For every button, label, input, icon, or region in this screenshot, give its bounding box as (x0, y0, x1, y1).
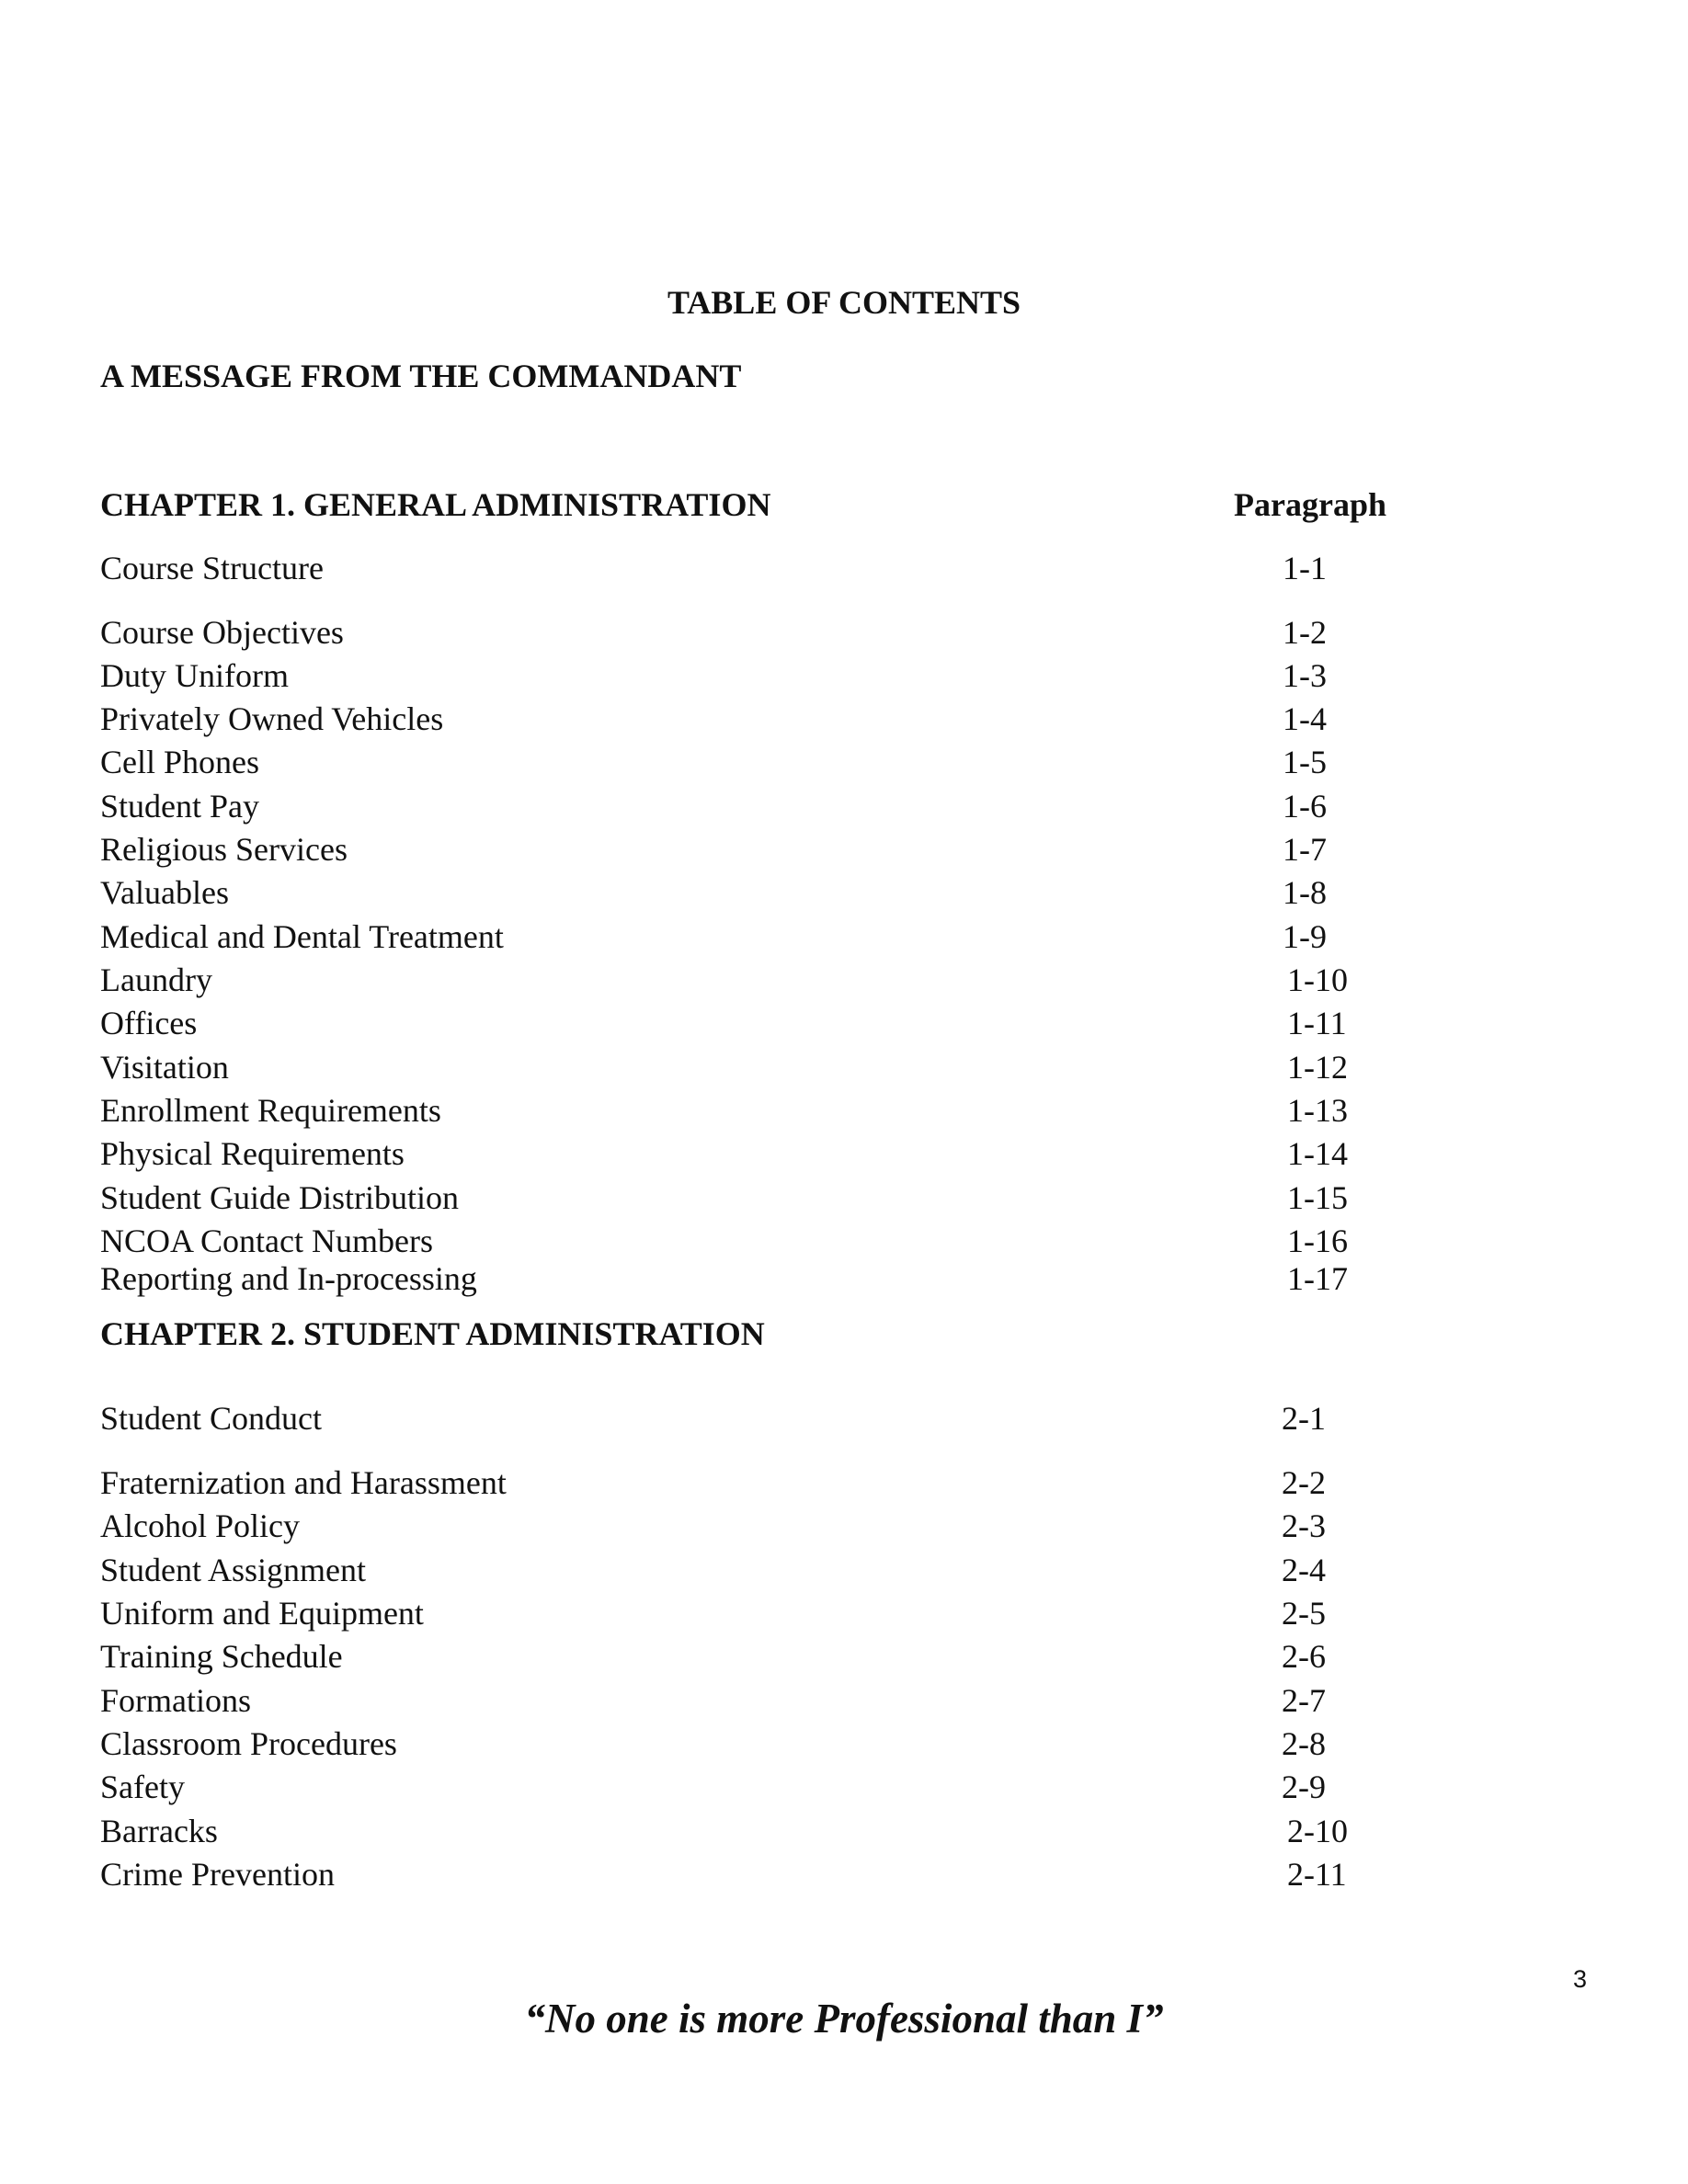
toc-entry-paragraph: 2-5 (1282, 1595, 1326, 1632)
toc-entry-label: NCOA Contact Numbers (100, 1223, 433, 1259)
toc-entry-label: Student Conduct (100, 1400, 322, 1437)
toc-entry-label: Classroom Procedures (100, 1725, 397, 1762)
toc-entry-label: Training Schedule (100, 1638, 343, 1675)
toc-entry-paragraph: 1-7 (1283, 831, 1327, 868)
toc-entry-label: Duty Uniform (100, 657, 289, 694)
toc-entry-label: Fraternization and Harassment (100, 1464, 507, 1501)
toc-entry-paragraph: 1-9 (1283, 918, 1327, 955)
toc-entry-paragraph: 2-1 (1282, 1400, 1326, 1437)
toc-entry-label: Cell Phones (100, 744, 260, 780)
toc-title: TABLE OF CONTENTS (667, 284, 1021, 321)
toc-entry-paragraph: 1-6 (1283, 788, 1327, 825)
toc-entry-paragraph: 2-3 (1282, 1507, 1326, 1544)
toc-entry-paragraph: 2-2 (1282, 1464, 1326, 1501)
toc-entry-paragraph: 2-7 (1282, 1682, 1326, 1719)
toc-entry-label: Offices (100, 1005, 198, 1041)
toc-entry-label: Reporting and In-processing (100, 1260, 477, 1297)
page-number: 3 (1572, 1965, 1587, 1993)
toc-entry-label: Crime Prevention (100, 1856, 335, 1893)
toc-entry-label: Barracks (100, 1813, 218, 1849)
toc-entry-paragraph: 1-11 (1287, 1005, 1347, 1041)
toc-entry-label: Visitation (100, 1049, 229, 1086)
toc-entry-label: Course Objectives (100, 614, 344, 651)
toc-entry-paragraph: 2-10 (1287, 1813, 1348, 1849)
toc-entry-paragraph: 1-12 (1287, 1049, 1348, 1086)
toc-entry-label: Student Pay (100, 788, 260, 825)
toc-entry-label: Physical Requirements (100, 1135, 405, 1172)
toc-entry-paragraph: 1-14 (1287, 1135, 1348, 1172)
toc-entry-label: Student Assignment (100, 1552, 367, 1588)
toc-entry-label: Safety (100, 1769, 185, 1805)
toc-entry-paragraph: 1-4 (1283, 700, 1327, 737)
commandant-message-heading: A MESSAGE FROM THE COMMANDANT (100, 358, 742, 394)
toc-entry-label: Formations (100, 1682, 252, 1719)
toc-entry-paragraph: 1-1 (1283, 550, 1327, 586)
motto-footer: “No one is more Professional than I” (524, 1996, 1164, 2042)
toc-entry-label: Medical and Dental Treatment (100, 918, 504, 955)
toc-entry-paragraph: 1-15 (1287, 1179, 1348, 1216)
toc-entry-paragraph: 2-9 (1282, 1769, 1326, 1805)
toc-entry-paragraph: 1-16 (1287, 1223, 1348, 1259)
chapter-2-heading: CHAPTER 2. STUDENT ADMINISTRATION (100, 1315, 765, 1352)
toc-entry-label: Laundry (100, 961, 212, 998)
toc-entry-label: Uniform and Equipment (100, 1595, 424, 1632)
toc-entry-paragraph: 1-3 (1283, 657, 1327, 694)
toc-entry-paragraph: 1-17 (1287, 1260, 1348, 1297)
toc-entry-label: Alcohol Policy (100, 1507, 300, 1544)
paragraph-column-header: Paragraph (1234, 486, 1386, 523)
toc-entry-paragraph: 1-2 (1283, 614, 1327, 651)
toc-entry-label: Course Structure (100, 550, 324, 586)
toc-entry-paragraph: 1-8 (1283, 874, 1327, 911)
toc-entry-paragraph: 1-13 (1287, 1092, 1348, 1129)
toc-entry-paragraph: 2-4 (1282, 1552, 1326, 1588)
toc-entry-paragraph: 2-8 (1282, 1725, 1326, 1762)
chapter-1-heading: CHAPTER 1. GENERAL ADMINISTRATION (100, 486, 771, 523)
toc-entry-paragraph: 2-6 (1282, 1638, 1326, 1675)
toc-entry-paragraph: 2-11 (1287, 1856, 1347, 1893)
toc-entry-label: Privately Owned Vehicles (100, 700, 444, 737)
toc-entry-label: Religious Services (100, 831, 348, 868)
toc-entry-label: Valuables (100, 874, 229, 911)
toc-entry-paragraph: 1-5 (1283, 744, 1327, 780)
toc-entry-label: Enrollment Requirements (100, 1092, 441, 1129)
toc-entry-label: Student Guide Distribution (100, 1179, 459, 1216)
toc-entry-paragraph: 1-10 (1287, 961, 1348, 998)
